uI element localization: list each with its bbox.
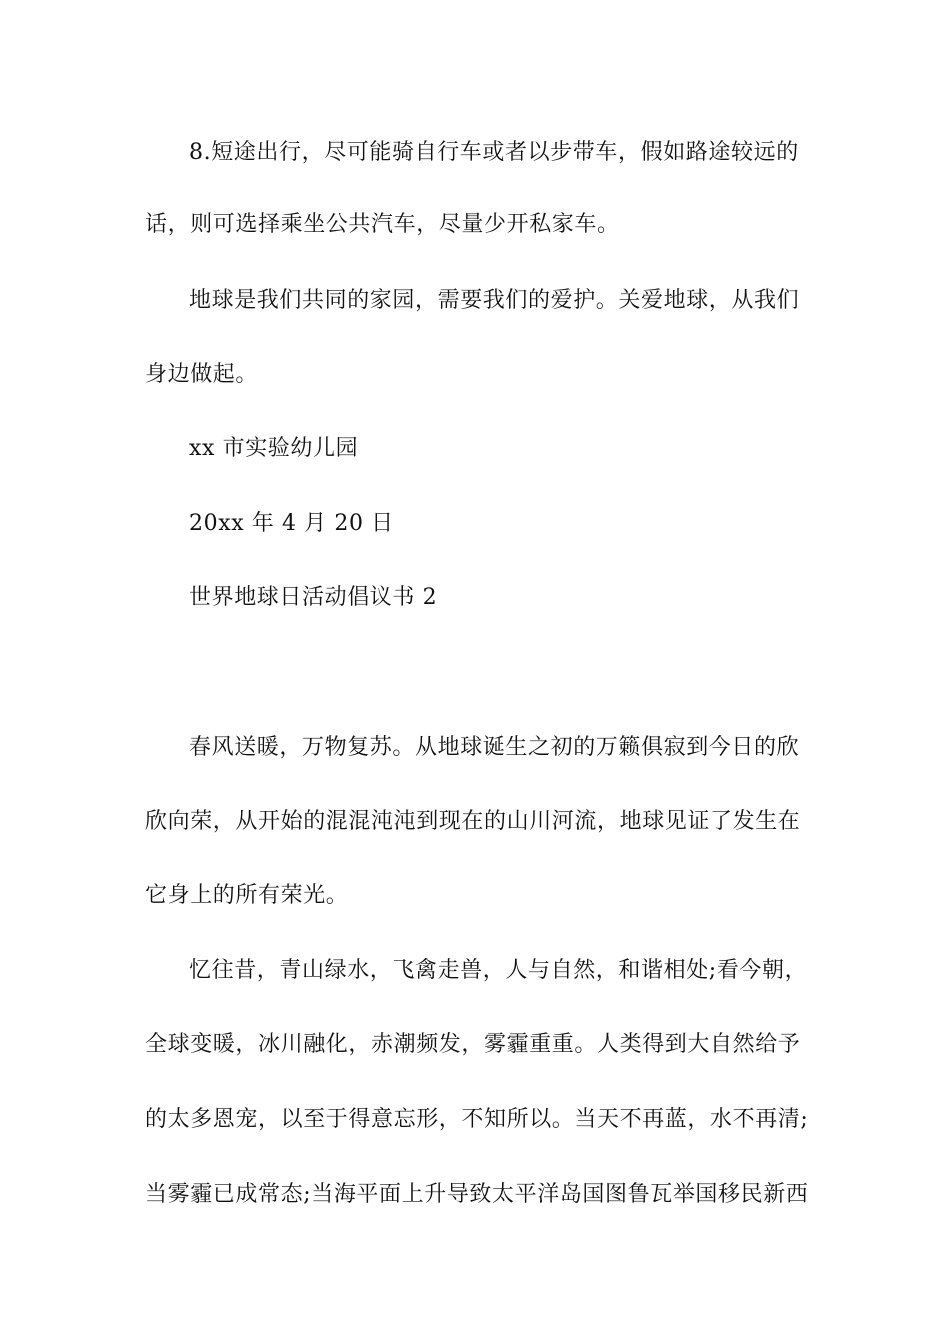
paragraph-2-line-1: 地球是我们共同的家园，需要我们的爱护。关爱地球，从我们 <box>189 288 800 313</box>
signature-line: xx 市实验幼儿园 <box>189 436 359 461</box>
paragraph-1-line-1: 8.短途出行，尽可能骑自行车或者以步带车，假如路途较远的 <box>189 140 799 165</box>
paragraph-3-line-2: 欣向荣，从开始的混混沌沌到现在的山川河流，地球见证了发生在 <box>145 809 801 834</box>
paragraph-4-line-1: 忆往昔，青山绿水，飞禽走兽，人与自然，和谐相处;看今朝， <box>189 958 808 983</box>
paragraph-2-line-2: 身边做起。 <box>145 362 259 387</box>
paragraph-4-line-3: 的太多恩宠，以至于得意忘形，不知所以。当天不再蓝，水不再清; <box>145 1107 809 1132</box>
paragraph-3-line-1: 春风送暖，万物复苏。从地球诞生之初的万籁俱寂到今日的欣 <box>189 735 800 760</box>
paragraph-4-line-2: 全球变暖，冰川融化，赤潮频发，雾霾重重。人类得到大自然给予 <box>145 1032 801 1057</box>
paragraph-1-line-2: 话，则可选择乘坐公共汽车，尽量少开私家车。 <box>145 212 620 237</box>
date-line: 20xx 年 4 月 20 日 <box>189 511 394 536</box>
section-heading: 世界地球日活动倡议书 2 <box>189 585 438 610</box>
paragraph-3-line-3: 它身上的所有荣光。 <box>145 883 349 908</box>
paragraph-4-line-4: 当雾霾已成常态;当海平面上升导致太平洋岛国图鲁瓦举国移民新西 <box>145 1182 809 1207</box>
